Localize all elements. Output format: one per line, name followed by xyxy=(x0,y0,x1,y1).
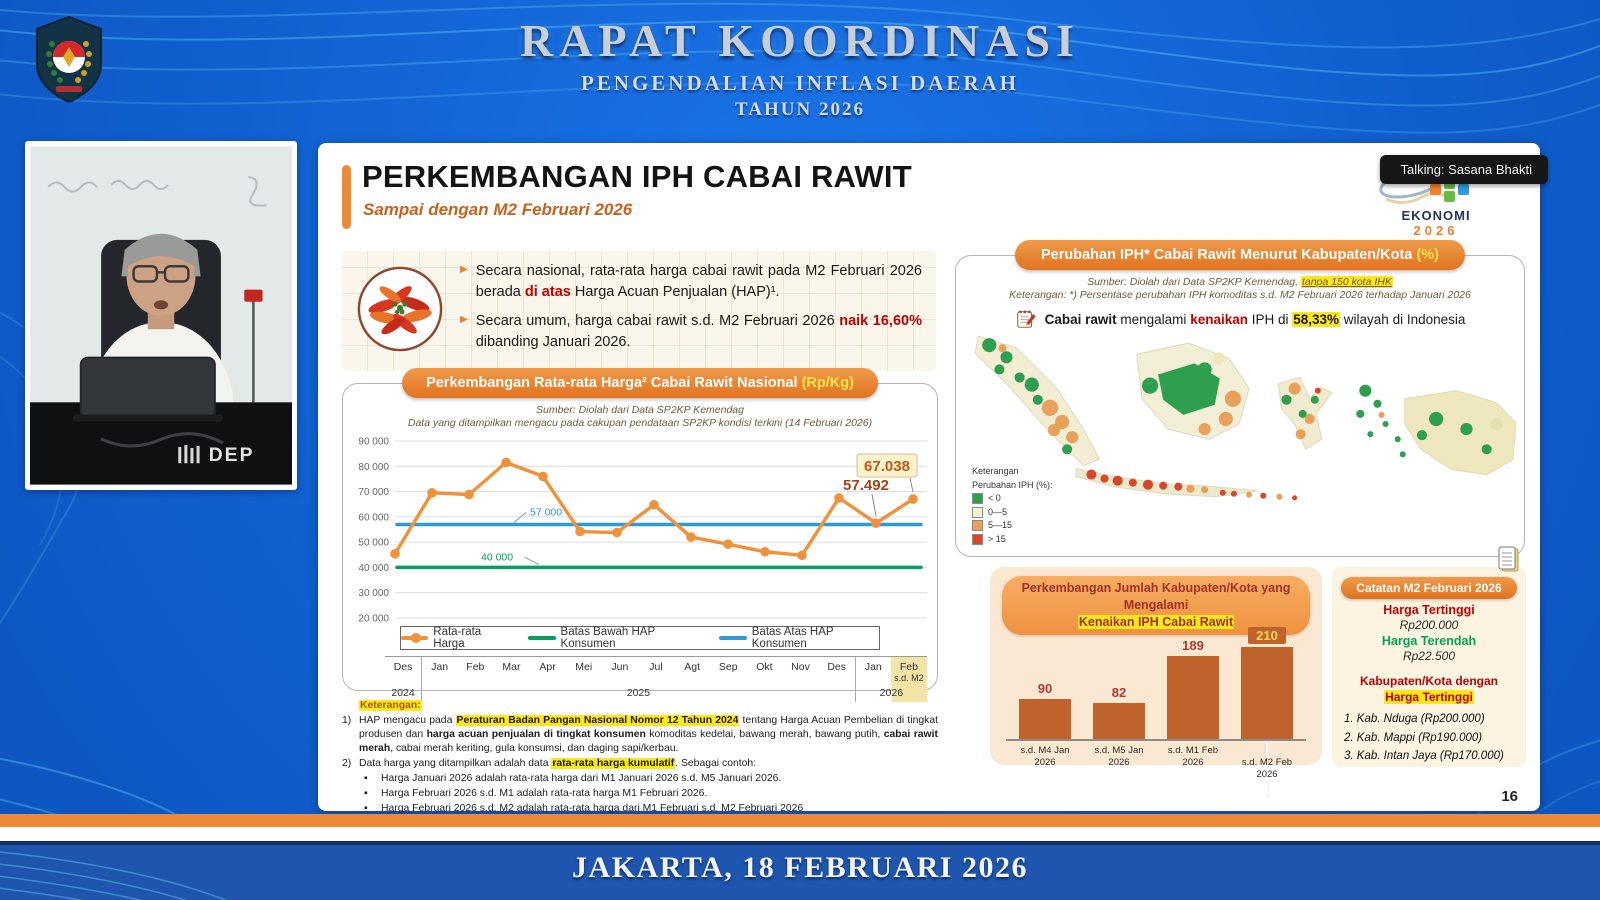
chili-icon xyxy=(356,265,444,358)
footer-white-stripe xyxy=(0,827,1600,841)
svg-text:80 000: 80 000 xyxy=(358,462,389,474)
kemendagri-logo-icon xyxy=(30,14,108,113)
map-legend-item: 0—5 xyxy=(972,506,1053,520)
catatan-panel xyxy=(1332,567,1526,767)
bar-chart-title-line1: Perkembangan Jumlah Kabupaten/Kota yang Mengalami xyxy=(1021,581,1291,612)
footnote-line: 2) Data harga yang ditampilkan adalah data rata-rata harga kumulatif. Sebagai contoh: xyxy=(342,757,757,769)
month-cell: Mar xyxy=(502,661,521,674)
price-chart-source1: Sumber: Diolah dari Data SP2KP Kemendag xyxy=(536,404,744,416)
month-cell: Jan xyxy=(421,657,457,684)
month-cell: Feb s.d. M2 xyxy=(891,657,927,684)
svg-text:40 000: 40 000 xyxy=(481,551,514,564)
catatan-low-value: Rp22.500 xyxy=(1402,649,1456,663)
price-chart-legend xyxy=(400,626,880,650)
bar-column xyxy=(1237,627,1297,739)
presenter-illustration xyxy=(30,146,292,485)
catatan-high-label: Harga Tertinggi xyxy=(1383,603,1475,617)
map-note xyxy=(956,308,1524,330)
catatan-high-value: Rp200.000 xyxy=(1399,618,1459,632)
svg-text:50 000: 50 000 xyxy=(358,537,389,549)
map-panel xyxy=(955,247,1525,557)
catatan-section-title: Kabupaten/Kota dengan Harga Tertinggi xyxy=(1359,674,1498,705)
svg-text:57.492: 57.492 xyxy=(843,477,889,495)
svg-text:57 000: 57 000 xyxy=(530,506,563,519)
map-legend-item: < 0 xyxy=(972,492,1053,506)
webcam-watermark: DEP xyxy=(208,445,255,467)
bar-chart-title-line2: Kenaikan IPH Cabai Rawit xyxy=(1078,614,1234,629)
month-cell: Des xyxy=(393,661,413,674)
bar-value-label: 189 xyxy=(1182,637,1204,653)
footer-date: JAKARTA, 18 FEBRUARI 2026 xyxy=(572,851,1028,884)
footnote-line: ▪ Harga Februari 2026 s.d. M1 adalah rata-rata harga M1 Februari 2026. xyxy=(364,787,708,799)
month-cell: Jul xyxy=(649,661,663,674)
bar-x-label: s.d. M2 Feb 2026 xyxy=(1234,745,1300,794)
map-source: Sumber: Diolah dari Data SP2KP Kemendag, tanpa 150 kota IHK xyxy=(1087,276,1392,288)
bullet-marker-icon: ▶ xyxy=(460,314,468,326)
page-number: 16 xyxy=(1501,788,1518,805)
catatan-item: 2. Kab. Mappi (Rp190.000) xyxy=(1344,731,1483,744)
legend-item: Batas Atas HAP Konsumen xyxy=(719,626,879,650)
catatan-list xyxy=(1344,710,1526,765)
bar-x-label: s.d. M1 Feb 2026 xyxy=(1167,744,1219,768)
bar-chart-x-labels xyxy=(1006,745,1306,794)
bullet-list xyxy=(460,261,922,361)
logo-text-ekonomi: EKONOMI xyxy=(1401,208,1471,223)
map-legend-item: 5—15 xyxy=(972,519,1053,533)
talking-toast: Talking: Sasana Bhakti xyxy=(1380,155,1548,184)
page-title: PERKEMBANGAN IPH CABAI RAWIT xyxy=(362,159,912,194)
webcam-panel xyxy=(25,141,297,490)
price-chart-panel xyxy=(342,375,938,699)
bar xyxy=(1019,699,1071,738)
month-cell: Mei xyxy=(575,661,593,674)
footer-blue-band xyxy=(0,841,1600,900)
bar xyxy=(1241,647,1293,739)
footer xyxy=(0,814,1600,900)
bar-x-label: s.d. M5 Jan 2026 xyxy=(1094,744,1144,768)
catatan-low-label: Harga Terendah xyxy=(1381,634,1477,648)
year-cell: 2025 xyxy=(421,685,855,702)
bar-value-label: 90 xyxy=(1037,681,1053,697)
page-subtitle: Sampai dengan M2 Februari 2026 xyxy=(363,200,633,219)
year-cell: 2026 xyxy=(855,685,927,702)
svg-text:20 000: 20 000 xyxy=(358,613,389,625)
bullet-item: ▶ Secara umum, harga cabai rawit s.d. M2 Februari 2026 naik 16,60% dibanding Januari 2026. xyxy=(460,311,922,352)
catatan-header: Catatan M2 Februari 2026 xyxy=(1341,577,1517,599)
bar-chart-panel xyxy=(990,567,1322,781)
meeting-year: TAHUN 2026 xyxy=(735,99,865,120)
month-cell: Jan xyxy=(855,657,891,684)
price-chart-x-axis xyxy=(385,656,927,701)
summary-panel xyxy=(342,251,936,371)
map-legend-item: > 15 xyxy=(972,533,1053,547)
map-legend-title2: Perubahan IPH (%): xyxy=(972,479,1053,490)
month-cell: Feb xyxy=(466,661,485,674)
legend-item: Batas Bawah HAP Konsumen xyxy=(528,626,699,650)
bar xyxy=(1093,703,1145,739)
svg-text:60 000: 60 000 xyxy=(358,512,389,524)
month-cell: Nov xyxy=(791,661,810,674)
footnote-line: ▪ Harga Januari 2026 adalah rata-rata harga dari M1 Januari 2026 s.d. M5 Januari 2026. xyxy=(364,772,782,784)
bar-column xyxy=(1089,685,1149,739)
svg-text:40 000: 40 000 xyxy=(358,563,389,575)
catatan-item: 1. Kab. Nduga (Rp200.000) xyxy=(1344,713,1485,726)
month-cell: Des xyxy=(827,661,846,674)
price-line-chart xyxy=(345,432,935,624)
month-cell: Jun xyxy=(611,661,629,674)
map-panel-title: Perubahan IPH* Cabai Rawit Menurut Kabupaten/Kota (%) xyxy=(1015,240,1465,270)
svg-text:67.038: 67.038 xyxy=(864,458,910,476)
presentation-slide xyxy=(318,143,1540,814)
meeting-subtitle: PENGENDALIAN INFLASI DAERAH xyxy=(580,71,1020,95)
svg-text:30 000: 30 000 xyxy=(358,588,389,600)
bar-column xyxy=(1015,681,1075,738)
notepad-icon xyxy=(1496,545,1522,580)
price-chart-source2: Data yang ditampilkan mengacu pada cakupan pendataan SP2KP kondisi terkini (14 Februari 2026) xyxy=(407,417,873,430)
footnotes xyxy=(342,699,938,817)
footer-orange-stripe xyxy=(0,814,1600,827)
footnote-line: ▪ Harga Februari 2026 s.d. M2 adalah rata-rata harga dari M1 Februari s.d. M2 Februari 2026 xyxy=(364,802,804,814)
price-chart-title: Perkembangan Rata-rata Harga² Cabai Rawit Nasional (Rp/Kg) xyxy=(402,368,878,398)
bar xyxy=(1167,656,1219,739)
svg-text:90 000: 90 000 xyxy=(358,436,389,448)
title-accent-bar xyxy=(342,165,351,229)
footnote-line: Keterangan: xyxy=(360,700,421,711)
footnote-line: 1) HAP mengacu pada Peraturan Badan Pangan Nasional Nomor 12 Tahun 2024 tentang Harga Acuan Pembelian di tingkat produsen dan harga acuan penjualan di tingkat konsumen komoditas kedelai, bawang merah, bawang putih, cabai rawit merah, cabai merah keriting, gula konsumsi, dan daging sapi/kerbau. xyxy=(342,714,939,754)
bullet-marker-icon: ▶ xyxy=(460,264,468,275)
bar-x-label: s.d. M4 Jan 2026 xyxy=(1020,744,1070,768)
month-cell: Sep xyxy=(718,661,738,674)
notepad-pencil-icon xyxy=(1015,308,1037,330)
meeting-header xyxy=(0,14,1600,121)
legend-item: Rata-rata Harga xyxy=(401,626,508,650)
map-legend-title1: Keterangan xyxy=(972,466,1019,476)
year-cell: 2024 xyxy=(391,686,415,699)
map-note-text: Cabai rawit mengalami kenaikan IPH di 58,33% wilayah di Indonesia xyxy=(1044,311,1466,327)
bar-chart xyxy=(1006,627,1306,741)
logo-text-2026: 2026 xyxy=(1413,223,1459,238)
month-cell: Okt xyxy=(756,661,773,674)
bar-column xyxy=(1163,638,1223,739)
map-keterangan: Keterangan: *) Persentase perubahan IPH komoditas s.d. M2 Februari 2026 terhadap Januari 2026 xyxy=(1009,289,1471,302)
month-cell: Agt xyxy=(684,661,700,674)
bar-value-label: 210 xyxy=(1248,627,1286,644)
bar-value-label: 82 xyxy=(1111,684,1127,700)
bullet-item: ▶ Secara nasional, rata-rata harga cabai rawit pada M2 Februari 2026 berada di atas Harga Acuan Penjualan (HAP)¹. xyxy=(460,261,922,302)
svg-text:70 000: 70 000 xyxy=(358,487,389,499)
month-cell: Apr xyxy=(539,661,556,674)
map-legend xyxy=(972,465,1053,546)
catatan-item: 3. Kab. Intan Jaya (Rp170.000) xyxy=(1344,750,1504,763)
meeting-title: RAPAT KOORDINASI xyxy=(520,15,1080,66)
